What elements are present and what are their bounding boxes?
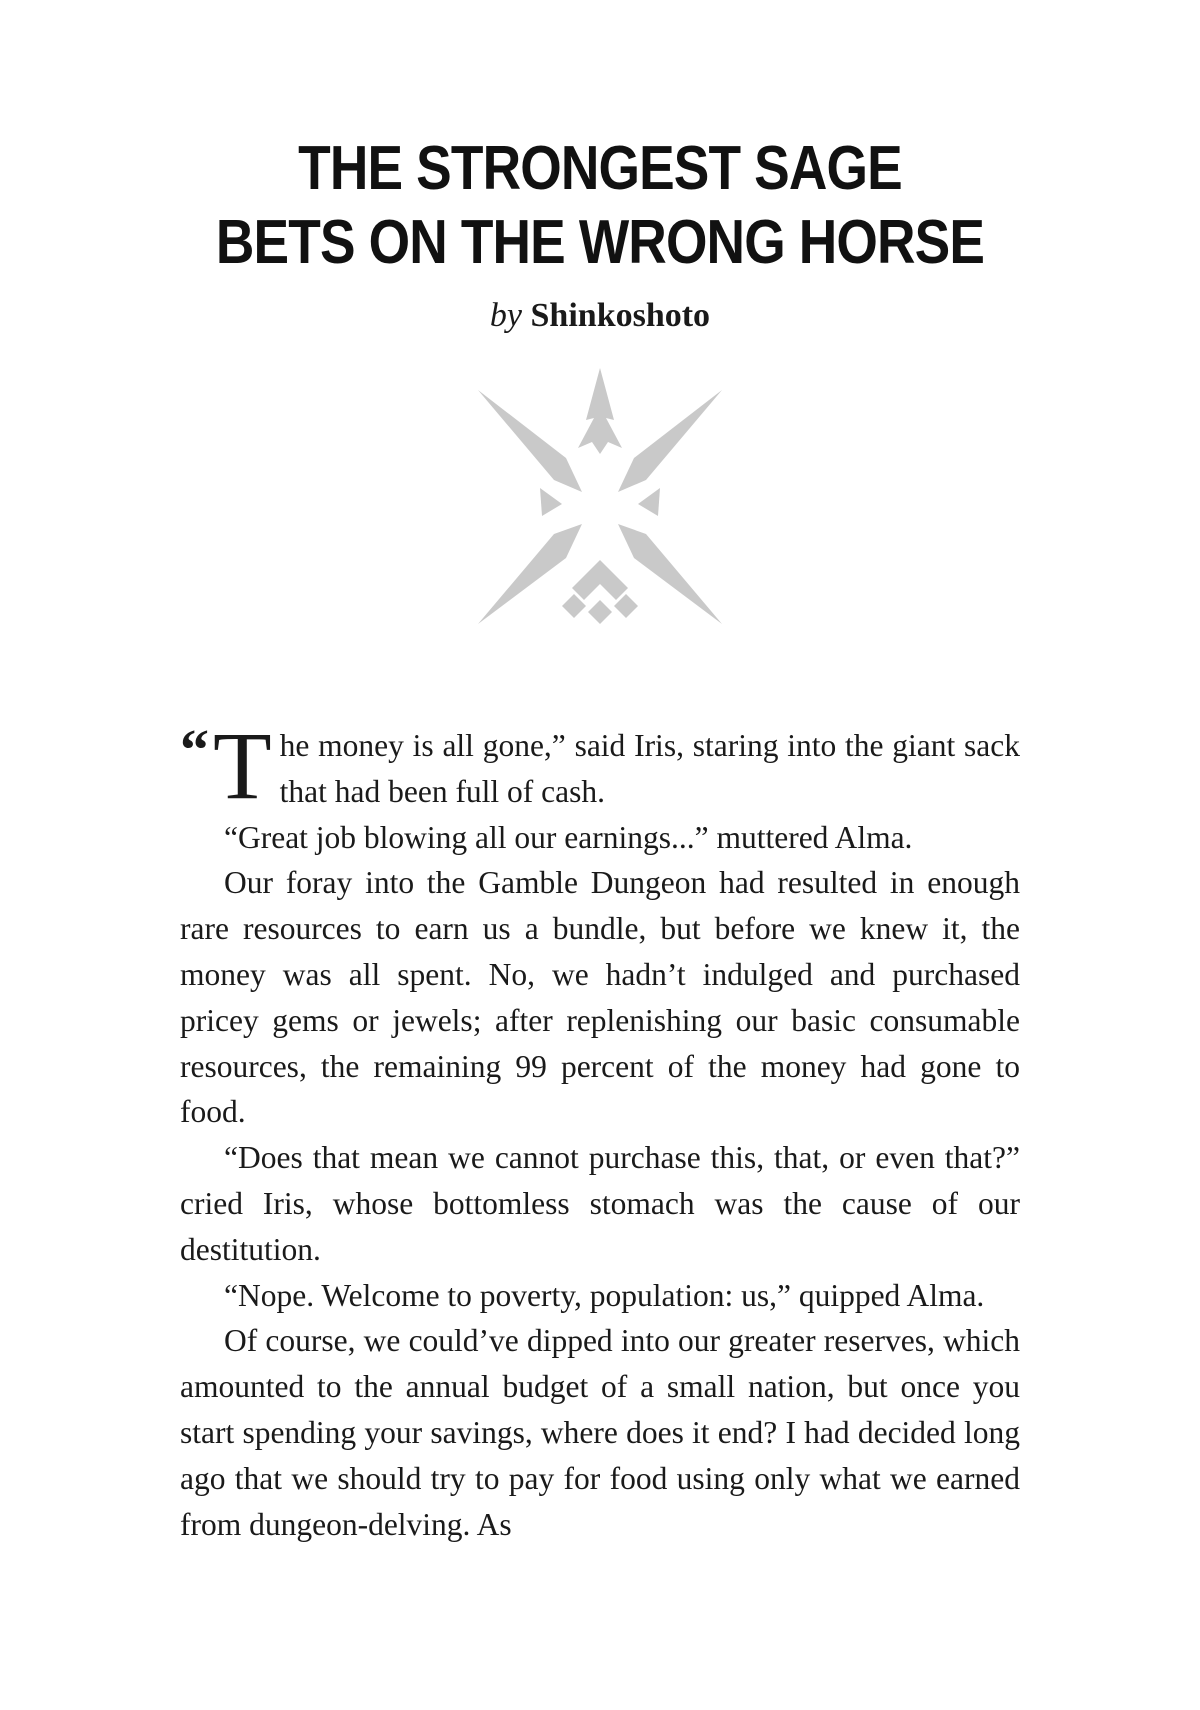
byline-author: Shinkoshoto <box>530 297 711 334</box>
paragraph-6: Of course, we could’ve dipped into our greater reserves, which amounted to the annual budget of a small nation, but once you start spending your savings, where does it end? I had decided long ago that we should try to pay for food using only what we earned from dungeon-delving. As <box>180 1323 1020 1542</box>
paragraph-2: “Great job blowing all our earnings...” muttered Alma. <box>224 819 913 855</box>
paragraph-1-text: he money is all gone,” said Iris, staring into the giant sack that had been full of cash. <box>279 728 1020 809</box>
byline <box>0 296 1200 336</box>
emblem-right-triangle <box>638 488 660 516</box>
chapter-title <box>84 132 1116 280</box>
chapter-body <box>180 712 1020 1547</box>
emblem-bottom-chevrons <box>562 560 638 624</box>
emblem-top-spike <box>578 368 622 454</box>
byline-by: by <box>489 297 523 334</box>
chapter-title-line-2: BETS ON THE WRONG HORSE <box>215 208 985 277</box>
paragraph-4: “Does that mean we cannot purchase this, that, or even that?” cried Iris, whose bottomless stomach was the cause of our destitution. <box>180 1140 1020 1267</box>
emblem-upper-right-blade <box>618 390 722 492</box>
paragraph-5: “Nope. Welcome to poverty, population: us,” quipped Alma. <box>224 1277 985 1313</box>
drop-cap: T <box>213 712 272 819</box>
emblem-left-triangle <box>540 488 562 516</box>
paragraph-3: Our foray into the Gamble Dungeon had resulted in enough rare resources to earn us a bundle, but before we knew it, the money was all spent. No, we hadn’t indulged and purchased pricey gems or jewels; after replenishing our basic consumable resources, the remaining 99 percent of the money had gone to food. <box>180 865 1020 1130</box>
paragraph-1 <box>180 712 1020 819</box>
star-compass-emblem-icon <box>470 362 730 652</box>
emblem-upper-left-blade <box>478 390 582 492</box>
opening-quote-mark: “ <box>180 717 209 782</box>
chapter-title-line-1: THE STRONGEST SAGE <box>298 134 902 203</box>
